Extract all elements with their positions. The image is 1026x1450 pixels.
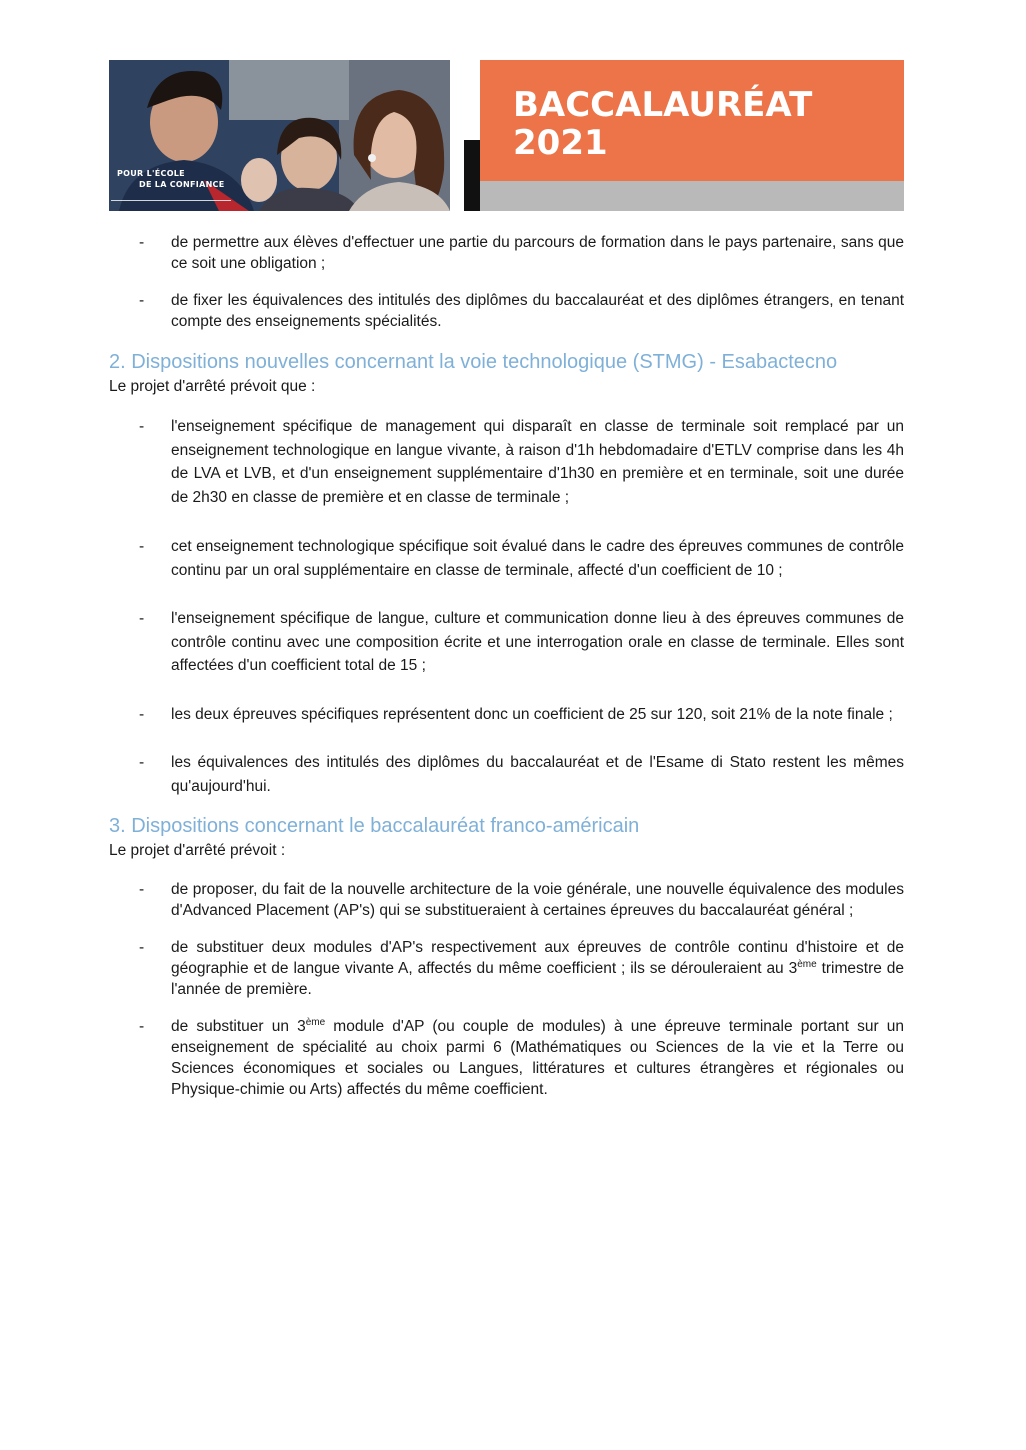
list-item-text: l'enseignement spécifique de management qui disparaît en classe de terminale soit remplacé par un enseignement technologique en langue vivante, à raison d'1h hebdomadaire d'ETLV comprise dans les 4h de LVA et LVB, et d'un enseignement supplémentaire d'1h30 en première et en terminale, soit une durée de 2h30 en classe de première et en classe de terminale ;	[171, 418, 904, 506]
motto-line-2: DE LA CONFIANCE	[139, 180, 225, 189]
list-item-text: cet enseignement technologique spécifique soit évalué dans le cadre des épreuves communes de contrôle continu par un oral supplémentaire en classe de terminale, affecté d'un coefficient de 10 ;	[171, 538, 904, 579]
bullet-dash: -	[139, 292, 145, 309]
bullet-dash: -	[139, 234, 145, 251]
banner-grey-strip	[480, 181, 904, 211]
list-item-text	[171, 1018, 904, 1098]
motto-line-1: POUR L'ÉCOLE	[117, 169, 185, 178]
list-item-text	[171, 939, 904, 998]
document-body	[109, 230, 904, 1100]
list-item	[109, 937, 904, 1000]
banner-title-line-2: 2021	[513, 123, 608, 163]
list-item-text: de permettre aux élèves d'effectuer une partie du parcours de formation dans le pays partenaire, sans que ce soit une obligation ;	[171, 234, 904, 272]
section-3-intro: Le projet d'arrêté prévoit :	[109, 842, 286, 859]
bullet-dash: -	[139, 1018, 145, 1035]
list-item-text: les deux épreuves spécifiques représentent donc un coefficient de 25 sur 120, soit 21% de la note finale ;	[171, 705, 893, 723]
list-item	[109, 607, 904, 678]
banner-title	[513, 86, 812, 162]
list-item	[109, 415, 904, 509]
list-item-text: l'enseignement spécifique de langue, culture et communication donne lieu à des épreuves communes de contrôle continu avec une composition écrite et une interrogation orale en classe de terminale. Elles sont affectées d'un coefficient total de 15 ;	[171, 610, 904, 674]
list-item	[109, 879, 904, 921]
superscript: ème	[797, 958, 817, 970]
motto-underline	[111, 200, 231, 201]
bullet-dash: -	[139, 881, 145, 898]
header-banner	[109, 60, 904, 211]
item-text-part: trimestre de l'année de première.	[171, 960, 905, 998]
bullet-dash: -	[139, 418, 145, 435]
bullet-dash: -	[139, 939, 145, 956]
list-item-text: de proposer, du fait de la nouvelle architecture de la voie générale, une nouvelle équivalence des modules d'Advanced Placement (AP's) qui se substitueraient à certaines épreuves du baccalauréat général ;	[171, 881, 904, 919]
list-item	[109, 290, 904, 332]
bullet-dash: -	[139, 705, 145, 723]
students-photo	[109, 60, 450, 211]
list-item	[109, 535, 904, 582]
item-text-part: de substituer un 3	[171, 1018, 306, 1035]
bullet-dash: -	[139, 538, 145, 555]
list-item-text: de fixer les équivalences des intitulés des diplômes du baccalauréat et des diplômes étrangers, en tenant compte des enseignements spécialités.	[171, 292, 904, 330]
list-item	[109, 703, 904, 727]
section-2-heading: 2. Dispositions nouvelles concernant la voie technologique (STMG) - Esabactecno	[109, 351, 838, 373]
item-text-part: module d'AP (ou couple de modules) à une épreuve terminale portant sur un enseignement de spécialité au choix parmi 6 (Mathématiques ou Sciences de la vie et la Terre ou Sciences économiques et sociales ou Langues, littératures et cultures étrangères et régionales ou Physique-chimie ou Arts) affectés du même coefficient.	[171, 1018, 904, 1098]
bullet-dash: -	[139, 610, 145, 627]
bullet-dash: -	[139, 754, 145, 771]
list-item-text: les équivalences des intitulés des diplômes du baccalauréat et de l'Esame di Stato restent les mêmes qu'aujourd'hui.	[171, 754, 904, 795]
list-item	[109, 232, 904, 274]
list-item	[109, 1016, 904, 1100]
superscript: ème	[305, 1016, 326, 1028]
section-3-heading: 3. Dispositions concernant le baccalauréat franco-américain	[109, 815, 640, 837]
list-item	[109, 751, 904, 798]
motto-text	[117, 168, 225, 190]
item-text-part: de substituer deux modules d'AP's respectivement aux épreuves de contrôle continu d'histoire et de géographie et de langue vivante A, affectés du même coefficient ; ils se dérouleraient au 3	[171, 939, 904, 977]
section-2-intro: Le projet d'arrêté prévoit que :	[109, 378, 316, 395]
banner-title-line-1: BACCALAURÉAT	[513, 85, 813, 125]
